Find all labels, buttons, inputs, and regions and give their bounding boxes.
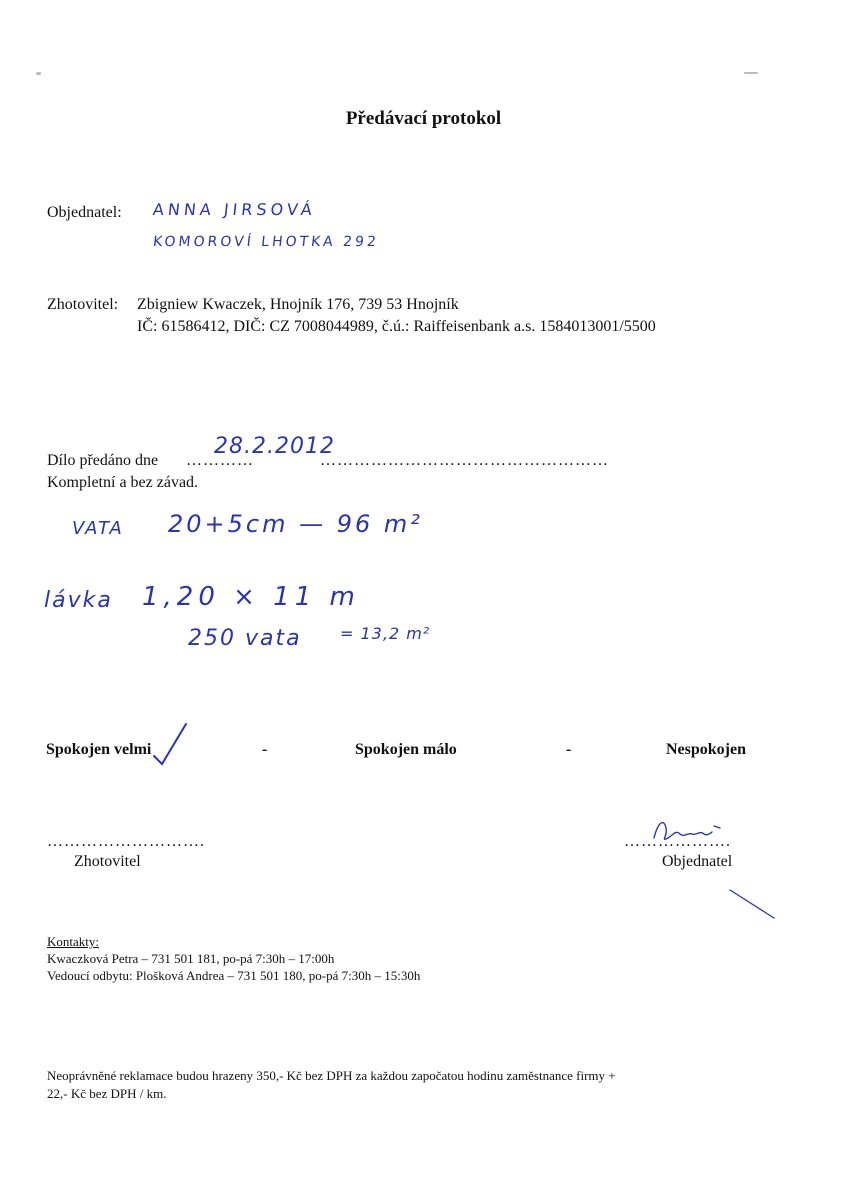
satisfaction-very-satisfied: Spokojen velmi [46,741,152,758]
footer-line2: 22,- Kč bez DPH / km. [47,1086,167,1101]
zhotovitel-label: Zhotovitel: [47,296,119,313]
note-line1-item: VATA [72,518,124,539]
footer-line1: Neoprávněné reklamace budou hrazeny 350,- Kč bez DPH za každou započatou hodinu zaměstnance firmy + [47,1068,616,1083]
signature-left-dots: ………………………. [47,833,205,850]
note-line3-value: 250 vata [188,626,302,651]
note-line2-value: 1,20 × 11 m [142,582,360,612]
checkmark-icon [150,720,190,770]
signature-right-dots: ………………. [624,833,731,850]
note-line2-item: lávka [44,588,113,613]
scan-smudge [36,72,41,75]
page-title: Předávací protokol [345,108,502,129]
contacts-line2: Vedoucí odbytu: Plošková Andrea – 731 501 180, po-pá 7:30h – 15:30h [47,968,421,983]
handover-date-handwritten: 28.2.2012 [214,434,335,459]
satisfaction-not-satisfied: Nespokojen [666,741,747,758]
note-line3-result: = 13,2 m² [340,624,431,643]
contacts-heading: Kontakty: [47,934,99,949]
handover-label: Dílo předáno dne [47,452,159,469]
handover-dots-before: ………… [186,452,254,469]
zhotovitel-line1: Zbigniew Kwaczek, Hnojník 176, 739 53 Hnojník [137,296,459,313]
contacts-line1: Kwaczková Petra – 731 501 181, po-pá 7:30h – 17:00h [47,951,335,966]
objednatel-address-handwritten: KOMOROVÍ LHOTKA 292 [152,234,380,250]
satisfaction-separator-2: - [566,741,572,758]
satisfaction-separator-1: - [262,741,268,758]
scan-smudge [744,72,758,74]
satisfaction-little-satisfied: Spokojen málo [355,741,457,758]
objednatel-label: Objednatel: [47,204,122,221]
zhotovitel-line2: IČ: 61586412, DIČ: CZ 7008044989, č.ú.: Raiffeisenbank a.s. 1584013001/5500 [137,318,656,335]
note-line1-value: 20+5cm — 96 m² [168,510,423,538]
objednatel-name-handwritten: ANNA JIRSOVÁ [152,200,317,219]
handover-status: Kompletní a bez závad. [47,474,199,491]
handover-dots-after: …………………………………………… [320,452,609,469]
signature-left-label: Zhotovitel [74,853,141,870]
signature-right-label: Objednatel [662,853,733,870]
